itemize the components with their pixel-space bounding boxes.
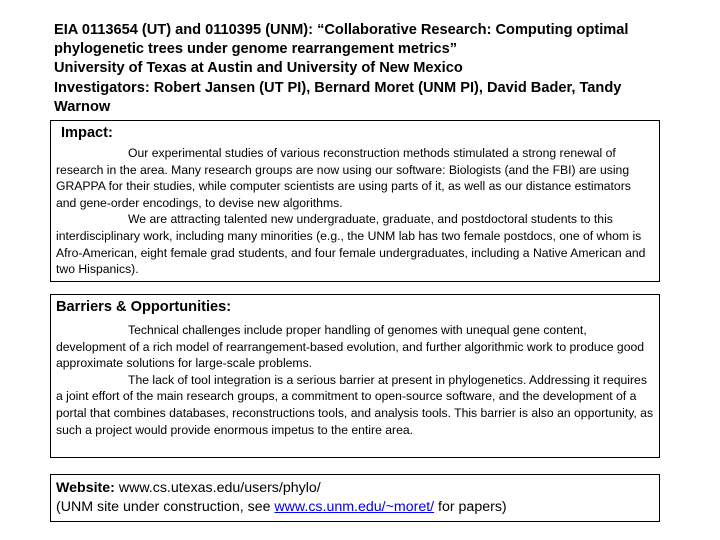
barriers-title: Barriers & Opportunities: [56,299,232,315]
slide-header [54,21,664,117]
impact-paragraph-2: We are attracting talented new undergraduate, graduate, and postdoctoral students to this interdisciplinary work, including many minorities (e.g., the UNM lab has two female postdocs, one of whom is Afro-American, eight female grad students, and four female undergraduates, including a Native American and two Hispanics). [56,212,646,277]
unm-note-prefix: (UNM site under construction, see [56,499,275,515]
investigators: Investigators: Robert Jansen (UT PI), Bernard Moret (UNM PI), David Bader, Tandy Warnow [54,79,622,115]
barriers-paragraph-2: The lack of tool integration is a serious barrier at present in phylogenetics. Addressing it requires a joint effort of the main research groups, a commitment to open-source software, and the development of a portal that combines databases, reconstructions tools, and analysis tools. This barrier is also an opportunity, as such a project would provide enormous impetus to the entire area. [56,372,654,437]
unm-link[interactable]: www.cs.unm.edu/~moret/ [274,499,435,515]
impact-paragraph-1: Our experimental studies of various reconstruction methods stimulated a strong renewal of research in the area. Many research groups are now using our software: Biologists (and the FBI) are using GRAPPA for their studies, while computer scientists are using parts of it, as well as our distance estimators and gene-order encodings, to devise new algorithms. [56,146,631,210]
barriers-box [50,294,660,458]
impact-box [50,120,660,282]
barriers-paragraph-1: Technical challenges include proper handling of genomes with unequal gene content, development of a rich model of rearrangement-based evolution, and further algorithmic work to produce good approximate solutions for large-scale problems. [56,323,645,371]
website-box [50,474,660,522]
unm-note [56,498,654,517]
website-label: Website: [56,480,115,496]
project-title: EIA 0113654 (UT) and 0110395 (UNM): “Collaborative Research: Computing optimal phylogenetic trees under genome rearrangement metrics” [54,22,629,58]
website-url: www.cs.utexas.edu/users/phylo/ [118,480,321,496]
unm-note-suffix: for papers) [434,499,507,515]
impact-title: Impact: [61,125,113,141]
website-line [56,479,654,498]
institutions: University of Texas at Austin and University of New Mexico [54,60,463,77]
